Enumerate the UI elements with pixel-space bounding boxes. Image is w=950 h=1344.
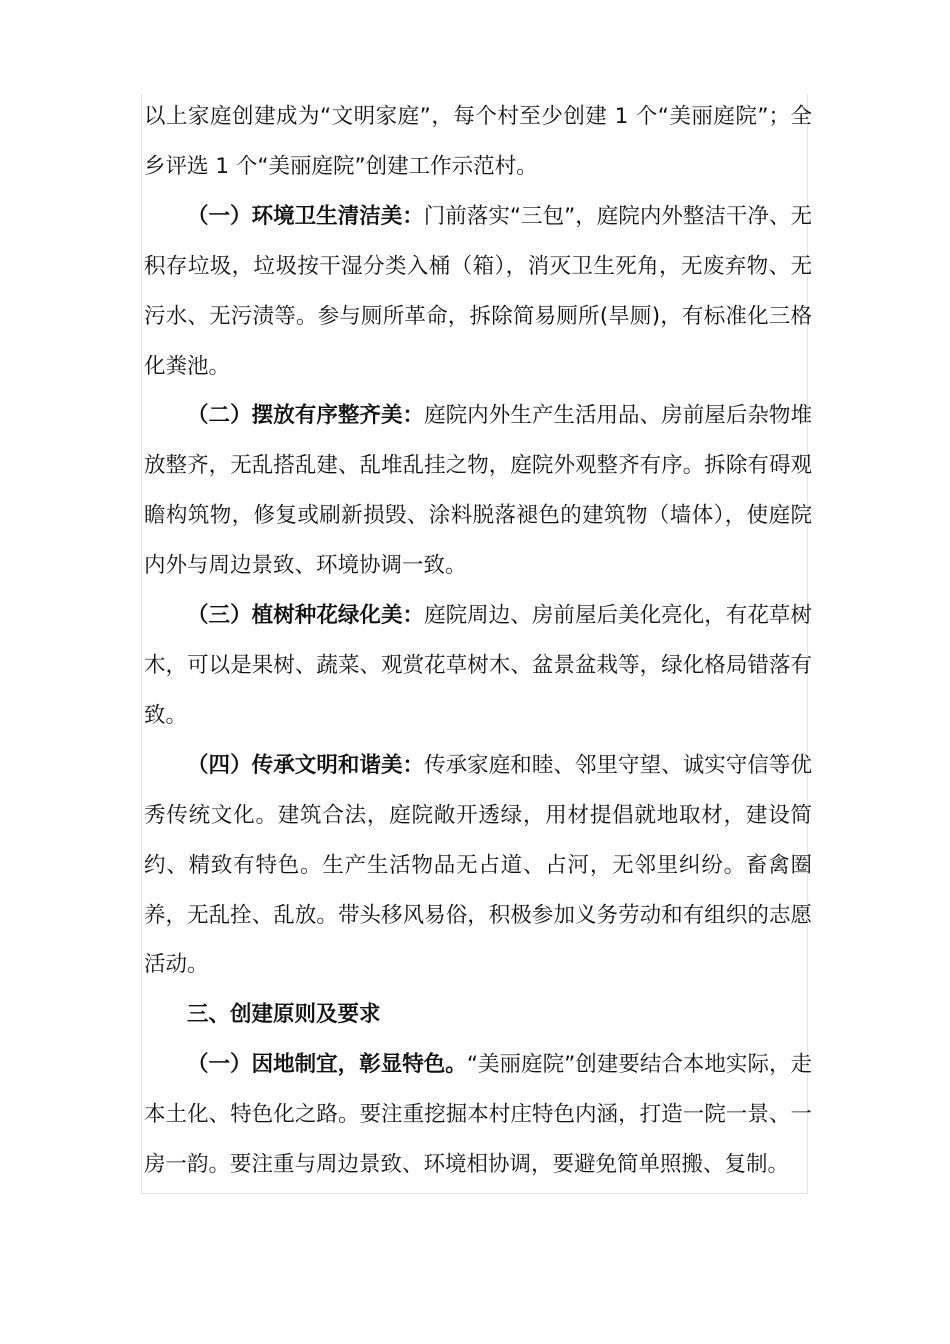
paragraph-intro bbox=[144, 92, 812, 192]
paragraph-environment bbox=[144, 192, 812, 392]
paragraph-text: 门前落实“三包”，庭院内外整洁干净、无积存垃圾，垃圾按干湿分类入桶（箱），消灭卫生死角，无废弃物、无污水、无污渍等。参与厕所革命，拆除简易厕所(旱厕)，有标准化三格化粪池。 bbox=[144, 203, 812, 379]
paragraph-text: 庭院内外生产生活用品、房前屋后杂物堆放整齐，无乱搭乱建、乱堆乱挂之物，庭院外观整齐有序。拆除有碍观瞻构筑物，修复或刷新损毁、涂料脱落褪色的建筑物（墙体），使庭院内外与周边景致、环境协调一致。 bbox=[144, 403, 812, 579]
paragraph-text: 传承家庭和睦、邻里守望、诚实守信等优秀传统文化。建筑合法，庭院敞开透绿，用材提倡就地取材，建设简约、精致有特色。生产生活物品无占道、占河，无邻里纠纷。畜禽圈养，无乱拴、乱放。带头移风易俗，积极参加义务劳动和有组织的志愿活动。 bbox=[144, 752, 812, 978]
paragraph-text: “美丽庭院”创建要结合本地实际，走本土化、特色化之路。要注重挖掘本村庄特色内涵，打造一院一景、一房一韵。要注重与周边景致、环境相协调，要避免简单照搬、复制。 bbox=[144, 1052, 812, 1178]
paragraph-text: 庭院周边、房前屋后美化亮化，有花草树木，可以是果树、蔬菜、观赏花草树木、盆景盆栽等，绿化格局错落有致。 bbox=[144, 603, 812, 728]
paragraph-heading: （三）植树种花绿化美： bbox=[187, 603, 425, 629]
paragraph-heading: （四）传承文明和谐美： bbox=[187, 752, 425, 778]
paragraph-greening bbox=[144, 591, 812, 741]
paragraph-civility bbox=[144, 741, 812, 991]
section-title: 三、创建原则及要求 bbox=[187, 1002, 381, 1028]
paragraph-principle bbox=[144, 1040, 812, 1190]
paragraph-order bbox=[144, 391, 812, 591]
paragraph-heading: （二）摆放有序整齐美： bbox=[187, 403, 425, 429]
document-body bbox=[144, 92, 812, 1190]
section-heading bbox=[144, 990, 812, 1040]
paragraph-heading: （一）环境卫生清洁美： bbox=[187, 203, 424, 229]
paragraph-text: 以上家庭创建成为“文明家庭”，每个村至少创建 1 个“美丽庭院”；全乡评选 1 个“美丽庭院”创建工作示范村。 bbox=[144, 104, 812, 179]
paragraph-heading: （一）因地制宜，彰显特色。 bbox=[187, 1052, 467, 1078]
